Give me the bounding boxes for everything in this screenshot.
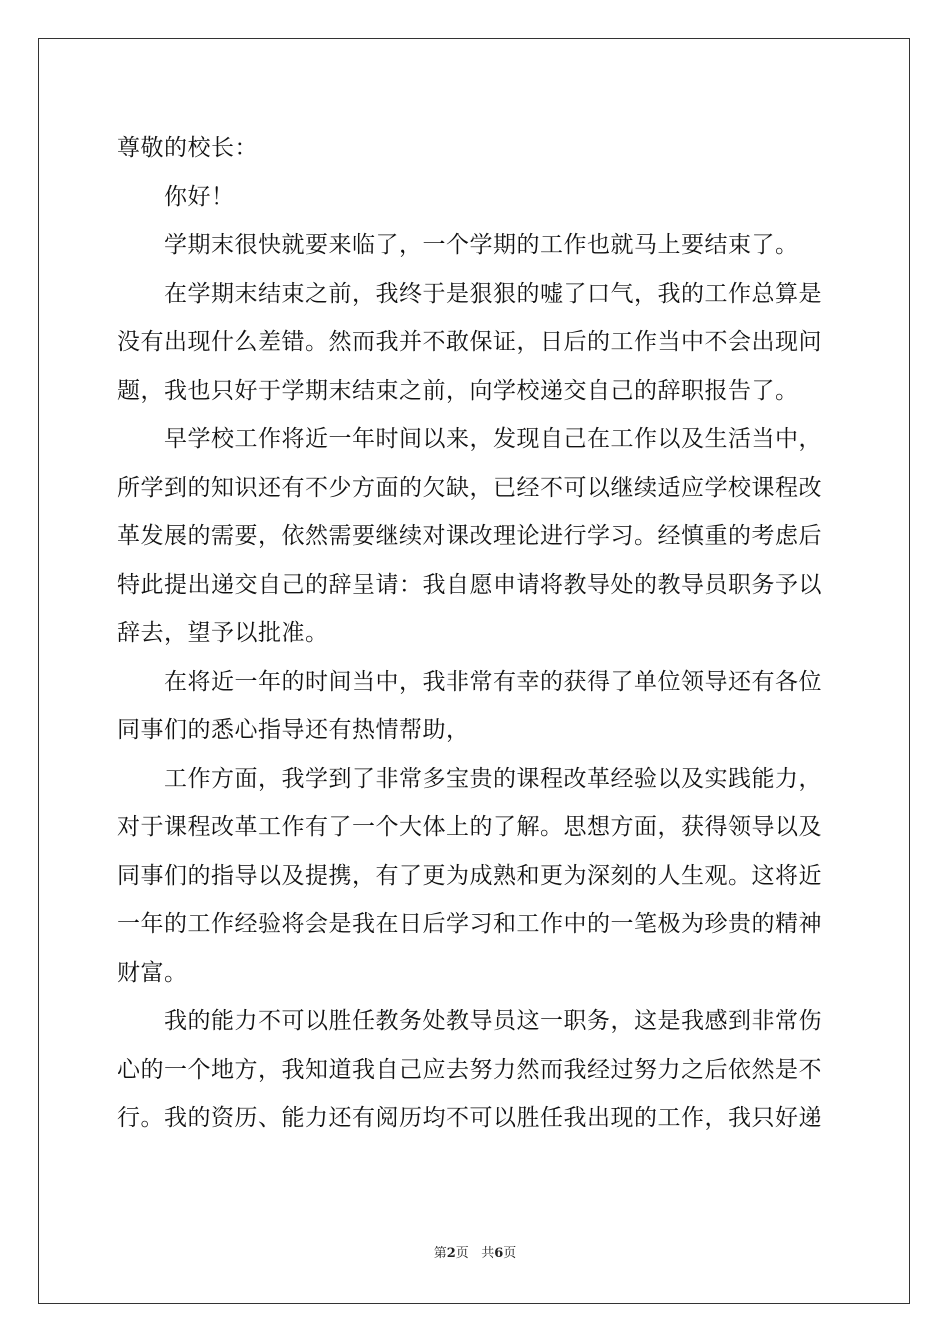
text-line: 所学到的知识还有不少方面的欠缺，已经不可以继续适应学校课程改 bbox=[117, 474, 822, 501]
text-line: 我的能力不可以胜任教务处教导员这一职务，这是我感到非常伤 bbox=[164, 1008, 822, 1034]
text-line: 你好！ bbox=[164, 183, 235, 210]
text-line: 在学期末结束之前，我终于是狠狠的嘘了口气，我的工作总算是 bbox=[164, 280, 822, 307]
text-line: 同事们的指导以及提携，有了更为成熟和更为深刻的人生观。这将近 bbox=[117, 862, 822, 889]
page-footer bbox=[0, 1244, 950, 1264]
letter-body bbox=[117, 124, 837, 1143]
text-line: 对于课程改革工作有了一个大体上的了解。思想方面，获得领导以及 bbox=[117, 814, 822, 840]
text-line: 心的一个地方，我知道我自己应去努力然而我经过努力之后依然是不 bbox=[117, 1056, 822, 1083]
text-line: 特此提出递交自己的辞呈请：我自愿申请将教导处的教导员职务予以 bbox=[117, 571, 822, 598]
total-pages: 6 bbox=[494, 1246, 504, 1261]
footer-gap bbox=[469, 1246, 481, 1261]
text-line: 没有出现什么差错。然而我并不敢保证，日后的工作当中不会出现问 bbox=[117, 329, 822, 355]
text-line: 一年的工作经验将会是我在日后学习和工作中的一笔极为珍贵的精神 bbox=[117, 911, 822, 937]
text-line: 同事们的悉心指导还有热情帮助， bbox=[117, 717, 470, 743]
text-line: 早学校工作将近一年时间以来，发现自己在工作以及生活当中， bbox=[164, 426, 822, 452]
text-line: 题，我也只好于学期末结束之前，向学校递交自己的辞职报告了。 bbox=[117, 377, 799, 404]
text-line: 尊敬的校长： bbox=[117, 135, 258, 161]
total-suffix: 页 bbox=[503, 1246, 517, 1261]
text-line: 工作方面，我学到了非常多宝贵的课程改革经验以及实践能力， bbox=[164, 765, 822, 792]
text-line: 行。我的资历、能力还有阅历均不可以胜任我出现的工作，我只好递 bbox=[117, 1105, 822, 1131]
page-prefix: 第 bbox=[433, 1246, 447, 1261]
page-suffix: 页 bbox=[455, 1246, 469, 1261]
total-prefix: 共 bbox=[481, 1246, 495, 1261]
text-line: 学期末很快就要来临了，一个学期的工作也就马上要结束了。 bbox=[164, 232, 799, 258]
text-line: 在将近一年的时间当中，我非常有幸的获得了单位领导还有各位 bbox=[164, 668, 822, 695]
text-line: 革发展的需要，依然需要继续对课改理论进行学习。经慎重的考虑后 bbox=[117, 523, 822, 549]
page-number: 2 bbox=[446, 1246, 456, 1261]
text-line: 辞去，望予以批准。 bbox=[117, 620, 329, 646]
text-line: 财富。 bbox=[117, 959, 188, 986]
